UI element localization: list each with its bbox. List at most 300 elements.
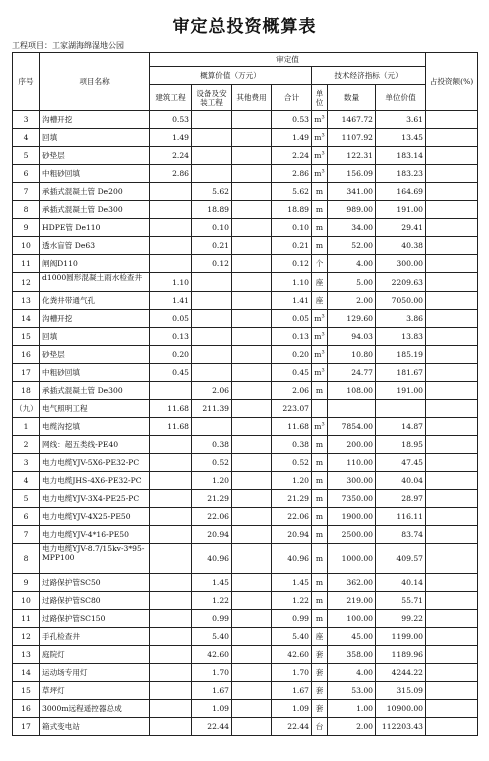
cell-building: 2.24 — [150, 147, 192, 165]
table-row — [13, 400, 478, 418]
cell-name: 过路保护管SC80 — [40, 592, 150, 610]
cell-unit-price: 164.69 — [376, 183, 426, 201]
cell-share — [426, 646, 478, 664]
cell-seq: 13 — [13, 646, 40, 664]
cell-name: 承插式混凝土管 De300 — [40, 382, 150, 400]
cell-qty — [328, 400, 376, 418]
cell-unit: $m^3$ — [312, 111, 328, 129]
cell-unit-price: 40.38 — [376, 237, 426, 255]
cell-other — [232, 628, 272, 646]
cell-equipment — [192, 165, 232, 183]
cell-building — [150, 472, 192, 490]
table-row — [13, 237, 478, 255]
page-title: 审定总投资概算表 — [172, 17, 317, 37]
cell-building: 2.86 — [150, 165, 192, 183]
cell-qty: 53.00 — [328, 682, 376, 700]
cell-seq: 7 — [13, 183, 40, 201]
cell-total: 42.60 — [272, 646, 312, 664]
cell-building — [150, 610, 192, 628]
cell-qty: 110.00 — [328, 454, 376, 472]
cell-qty: 5.00 — [328, 273, 376, 292]
cell-unit-price: 116.11 — [376, 508, 426, 526]
cell-equipment: 0.10 — [192, 219, 232, 237]
cell-building — [150, 592, 192, 610]
cell-other — [232, 400, 272, 418]
header-qty: 数量 — [328, 85, 376, 111]
table-row — [13, 526, 478, 544]
header-estimate: 概算价值（万元） — [150, 67, 312, 85]
cell-unit-price: 28.97 — [376, 490, 426, 508]
cell-unit: 台 — [312, 718, 328, 736]
cell-share — [426, 454, 478, 472]
cell-qty: 108.00 — [328, 382, 376, 400]
cell-qty: 7350.00 — [328, 490, 376, 508]
table-row — [13, 382, 478, 400]
cell-unit: m — [312, 454, 328, 472]
cell-other — [232, 664, 272, 682]
cell-total: 0.20 — [272, 346, 312, 364]
cell-name: 电力电缆JHS-4X6-PE32-PC — [40, 472, 150, 490]
cell-unit: m — [312, 183, 328, 201]
cell-seq: 3 — [13, 454, 40, 472]
cell-unit: m — [312, 436, 328, 454]
cell-total: 1.10 — [272, 273, 312, 292]
cell-name: 砂垫层 — [40, 147, 150, 165]
cell-building — [150, 664, 192, 682]
cell-building: 0.13 — [150, 328, 192, 346]
cell-building — [150, 526, 192, 544]
header-tech: 技术经济指标（元） — [312, 67, 426, 85]
cell-seq: 5 — [13, 147, 40, 165]
table-row — [13, 508, 478, 526]
cell-equipment — [192, 310, 232, 328]
cell-qty: 34.00 — [328, 219, 376, 237]
cell-unit-price: 3.86 — [376, 310, 426, 328]
cell-unit: 个 — [312, 255, 328, 273]
cell-equipment: 0.52 — [192, 454, 232, 472]
cell-name: 电力电缆YJV-5X6-PE32-PC — [40, 454, 150, 472]
cell-other — [232, 129, 272, 147]
cell-share — [426, 490, 478, 508]
cell-seq: 17 — [13, 718, 40, 736]
cell-building: 11.68 — [150, 418, 192, 436]
cell-unit-price: 315.09 — [376, 682, 426, 700]
cell-total: 1.41 — [272, 292, 312, 310]
cell-unit-price: 47.45 — [376, 454, 426, 472]
cell-seq: 11 — [13, 610, 40, 628]
cell-share — [426, 273, 478, 292]
cell-share — [426, 592, 478, 610]
table-row — [13, 574, 478, 592]
cell-equipment: 20.94 — [192, 526, 232, 544]
cell-name: 过路保护管SC50 — [40, 574, 150, 592]
cell-qty: 122.31 — [328, 147, 376, 165]
cell-total: 0.12 — [272, 255, 312, 273]
cell-unit-price: 40.04 — [376, 472, 426, 490]
cell-unit: 套 — [312, 682, 328, 700]
table-row — [13, 273, 478, 292]
table-row — [13, 165, 478, 183]
cell-seq: 8 — [13, 201, 40, 219]
cell-equipment — [192, 111, 232, 129]
cell-unit: m — [312, 544, 328, 574]
cell-name: 电力电缆YJV-8.7/15kv-3*95-MPP100 — [40, 544, 150, 574]
cell-qty: 2.00 — [328, 718, 376, 736]
cell-equipment: 1.09 — [192, 700, 232, 718]
cell-share — [426, 610, 478, 628]
cell-equipment: 40.96 — [192, 544, 232, 574]
table-row — [13, 454, 478, 472]
table-row — [13, 201, 478, 219]
cell-other — [232, 310, 272, 328]
cell-share — [426, 718, 478, 736]
cell-unit-price: 7050.00 — [376, 292, 426, 310]
cell-qty: 200.00 — [328, 436, 376, 454]
cell-name: 砂垫层 — [40, 346, 150, 364]
cell-unit: 座 — [312, 273, 328, 292]
cell-seq: 15 — [13, 682, 40, 700]
cell-unit: 座 — [312, 292, 328, 310]
header-unit: 单位 — [312, 85, 328, 111]
cell-other — [232, 165, 272, 183]
cell-qty: 341.00 — [328, 183, 376, 201]
cell-equipment: 18.89 — [192, 201, 232, 219]
cell-unit-price: 55.71 — [376, 592, 426, 610]
cell-building: 1.10 — [150, 273, 192, 292]
cell-total: 0.45 — [272, 364, 312, 382]
cell-unit: m — [312, 472, 328, 490]
cell-name: 运动场专用灯 — [40, 664, 150, 682]
cell-unit-price: 191.00 — [376, 201, 426, 219]
cell-total: 0.52 — [272, 454, 312, 472]
cell-equipment: 1.22 — [192, 592, 232, 610]
table-row — [13, 292, 478, 310]
cell-total: 21.29 — [272, 490, 312, 508]
cell-name: 沟槽开挖 — [40, 310, 150, 328]
cell-qty: 10.80 — [328, 346, 376, 364]
cell-equipment — [192, 328, 232, 346]
table-row — [13, 111, 478, 129]
cell-unit-price: 13.45 — [376, 129, 426, 147]
cell-share — [426, 472, 478, 490]
cell-qty: 219.00 — [328, 592, 376, 610]
cell-qty: 1900.00 — [328, 508, 376, 526]
cell-equipment: 2.06 — [192, 382, 232, 400]
cell-unit: m — [312, 508, 328, 526]
cell-share — [426, 364, 478, 382]
cell-share — [426, 436, 478, 454]
cell-name: 箱式变电站 — [40, 718, 150, 736]
cell-equipment: 0.12 — [192, 255, 232, 273]
cell-share — [426, 292, 478, 310]
cell-equipment: 22.44 — [192, 718, 232, 736]
cell-qty: 156.09 — [328, 165, 376, 183]
cell-seq: 5 — [13, 490, 40, 508]
cell-share — [426, 508, 478, 526]
cell-building — [150, 682, 192, 700]
cell-name: 中粗砂回填 — [40, 364, 150, 382]
cell-unit: $m^3$ — [312, 129, 328, 147]
cell-seq: 10 — [13, 592, 40, 610]
cell-other — [232, 574, 272, 592]
cell-other — [232, 183, 272, 201]
cell-unit: m — [312, 237, 328, 255]
cell-seq: 17 — [13, 364, 40, 382]
cell-total: 1.22 — [272, 592, 312, 610]
cell-total: 1.09 — [272, 700, 312, 718]
cell-name: 中粗砂回填 — [40, 165, 150, 183]
cell-share — [426, 201, 478, 219]
cell-name: 电力电缆YJV-3X4-PE25-PC — [40, 490, 150, 508]
cell-seq: 15 — [13, 328, 40, 346]
cell-other — [232, 544, 272, 574]
cell-name: d1000圆形混凝土雨水检查井 — [40, 273, 150, 292]
cell-unit-price: 40.14 — [376, 574, 426, 592]
cell-unit: $m^3$ — [312, 364, 328, 382]
cell-name: 庭院灯 — [40, 646, 150, 664]
cell-seq: 1 — [13, 418, 40, 436]
cell-total: 22.44 — [272, 718, 312, 736]
cell-other — [232, 610, 272, 628]
cell-other — [232, 454, 272, 472]
table-row — [13, 544, 478, 574]
cell-unit: $m^3$ — [312, 328, 328, 346]
cell-equipment — [192, 292, 232, 310]
cell-building: 0.45 — [150, 364, 192, 382]
cell-total: 40.96 — [272, 544, 312, 574]
cell-seq: 6 — [13, 165, 40, 183]
cell-share — [426, 544, 478, 574]
cell-seq: 10 — [13, 237, 40, 255]
table-row — [13, 628, 478, 646]
cell-total: 18.89 — [272, 201, 312, 219]
cell-unit-price: 181.67 — [376, 364, 426, 382]
cell-qty: 989.00 — [328, 201, 376, 219]
cell-name: 闸阀D110 — [40, 255, 150, 273]
cell-unit: 座 — [312, 628, 328, 646]
cell-building: 0.20 — [150, 346, 192, 364]
cell-total: 11.68 — [272, 418, 312, 436]
header-approved: 审定值 — [150, 53, 426, 67]
cell-unit: m — [312, 574, 328, 592]
cell-seq: 18 — [13, 382, 40, 400]
cell-qty: 1000.00 — [328, 544, 376, 574]
cell-building — [150, 508, 192, 526]
cell-seq: 6 — [13, 508, 40, 526]
cell-share — [426, 165, 478, 183]
cell-other — [232, 646, 272, 664]
cell-unit: m — [312, 610, 328, 628]
table-row — [13, 592, 478, 610]
cell-building — [150, 201, 192, 219]
cell-total: 1.67 — [272, 682, 312, 700]
table-row — [13, 346, 478, 364]
cell-building — [150, 436, 192, 454]
table-row — [13, 436, 478, 454]
cell-unit: 套 — [312, 700, 328, 718]
cell-equipment: 211.39 — [192, 400, 232, 418]
cell-seq: 12 — [13, 273, 40, 292]
cell-share — [426, 255, 478, 273]
cell-share — [426, 382, 478, 400]
cell-unit: m — [312, 592, 328, 610]
cell-total: 1.70 — [272, 664, 312, 682]
cell-qty: 300.00 — [328, 472, 376, 490]
cell-seq: 8 — [13, 544, 40, 574]
cell-name: 3000m远程遥控器总成 — [40, 700, 150, 718]
cell-seq: 14 — [13, 310, 40, 328]
table-row — [13, 664, 478, 682]
cell-seq: 16 — [13, 700, 40, 718]
cell-name: 手孔检查井 — [40, 628, 150, 646]
cell-total: 0.99 — [272, 610, 312, 628]
cell-qty: 4.00 — [328, 664, 376, 682]
cell-equipment: 5.62 — [192, 183, 232, 201]
cell-name: 电缆沟挖填 — [40, 418, 150, 436]
cell-unit: $m^3$ — [312, 165, 328, 183]
cell-share — [426, 400, 478, 418]
cell-unit-price: 1189.96 — [376, 646, 426, 664]
project-name: 工程项目：工家湖海绵湿地公园 — [12, 41, 124, 50]
header-total: 合计 — [272, 85, 312, 111]
cell-equipment: 5.40 — [192, 628, 232, 646]
cell-total: 22.06 — [272, 508, 312, 526]
cell-total: 2.24 — [272, 147, 312, 165]
cell-unit-price: 10900.00 — [376, 700, 426, 718]
table-row — [13, 129, 478, 147]
cell-total: 5.40 — [272, 628, 312, 646]
cell-name: 回填 — [40, 129, 150, 147]
header-share: 占投资额(%) — [426, 53, 478, 111]
cell-seq: 9 — [13, 219, 40, 237]
cell-equipment — [192, 273, 232, 292]
cell-unit-price: 409.57 — [376, 544, 426, 574]
cell-unit-price: 112203.43 — [376, 718, 426, 736]
cell-unit — [312, 400, 328, 418]
cell-building — [150, 574, 192, 592]
cell-share — [426, 418, 478, 436]
cell-unit-price: 29.41 — [376, 219, 426, 237]
cell-name: 过路保护管SC150 — [40, 610, 150, 628]
cell-name: 电力电缆YJV-4*16-PE50 — [40, 526, 150, 544]
cell-building — [150, 255, 192, 273]
cell-share — [426, 526, 478, 544]
cell-unit-price: 1199.00 — [376, 628, 426, 646]
cell-other — [232, 718, 272, 736]
cell-qty: 2500.00 — [328, 526, 376, 544]
cell-total: 5.62 — [272, 183, 312, 201]
table-row — [13, 183, 478, 201]
cell-seq: 4 — [13, 472, 40, 490]
table-row — [13, 646, 478, 664]
cell-name: 电气照明工程 — [40, 400, 150, 418]
cell-seq: 14 — [13, 664, 40, 682]
cell-unit-price: 3.61 — [376, 111, 426, 129]
cell-building — [150, 646, 192, 664]
cell-total: 0.38 — [272, 436, 312, 454]
cell-total: 1.45 — [272, 574, 312, 592]
cell-other — [232, 328, 272, 346]
cell-unit-price — [376, 400, 426, 418]
cell-unit: 套 — [312, 664, 328, 682]
cell-seq: （九） — [13, 400, 40, 418]
table-row — [13, 472, 478, 490]
cell-building: 0.53 — [150, 111, 192, 129]
cell-other — [232, 382, 272, 400]
cell-equipment — [192, 418, 232, 436]
header-building: 建筑工程 — [150, 85, 192, 111]
cell-equipment: 0.21 — [192, 237, 232, 255]
table-row — [13, 147, 478, 165]
cell-seq: 9 — [13, 574, 40, 592]
cell-building: 1.49 — [150, 129, 192, 147]
cell-building: 11.68 — [150, 400, 192, 418]
cell-equipment: 1.45 — [192, 574, 232, 592]
cell-unit-price: 191.00 — [376, 382, 426, 400]
cell-name: 电力电缆YJV-4X25-PE50 — [40, 508, 150, 526]
table-row — [13, 310, 478, 328]
cell-share — [426, 664, 478, 682]
cell-qty: 100.00 — [328, 610, 376, 628]
cell-unit-price: 13.83 — [376, 328, 426, 346]
cell-total: 2.86 — [272, 165, 312, 183]
cell-other — [232, 364, 272, 382]
cell-qty: 1.00 — [328, 700, 376, 718]
cell-building — [150, 454, 192, 472]
cell-unit-price: 183.23 — [376, 165, 426, 183]
cell-unit: 套 — [312, 646, 328, 664]
cell-unit-price: 18.95 — [376, 436, 426, 454]
cell-equipment: 42.60 — [192, 646, 232, 664]
cell-share — [426, 129, 478, 147]
table-row — [13, 219, 478, 237]
cell-name: 沟槽开挖 — [40, 111, 150, 129]
cell-equipment — [192, 346, 232, 364]
table-row — [13, 682, 478, 700]
cell-other — [232, 219, 272, 237]
cell-name: 草坪灯 — [40, 682, 150, 700]
cell-other — [232, 700, 272, 718]
cell-qty: 45.00 — [328, 628, 376, 646]
table-row — [13, 418, 478, 436]
cell-total: 1.49 — [272, 129, 312, 147]
cell-equipment: 21.29 — [192, 490, 232, 508]
table-body — [13, 111, 478, 736]
cell-unit: $m^3$ — [312, 418, 328, 436]
cell-equipment: 1.70 — [192, 664, 232, 682]
cell-qty: 358.00 — [328, 646, 376, 664]
cell-seq: 3 — [13, 111, 40, 129]
cell-other — [232, 273, 272, 292]
cell-building — [150, 183, 192, 201]
cell-unit-price: 300.00 — [376, 255, 426, 273]
cell-building — [150, 718, 192, 736]
cell-equipment: 22.06 — [192, 508, 232, 526]
cell-unit: m — [312, 382, 328, 400]
table-row — [13, 328, 478, 346]
cell-other — [232, 237, 272, 255]
cell-share — [426, 346, 478, 364]
cell-name: 化粪井带通气孔 — [40, 292, 150, 310]
cell-building: 0.05 — [150, 310, 192, 328]
cell-unit: m — [312, 219, 328, 237]
cell-qty: 7854.00 — [328, 418, 376, 436]
cell-unit-price: 2209.63 — [376, 273, 426, 292]
cell-share — [426, 682, 478, 700]
cell-total: 0.10 — [272, 219, 312, 237]
header-name: 项目名称 — [40, 53, 150, 111]
cell-share — [426, 183, 478, 201]
